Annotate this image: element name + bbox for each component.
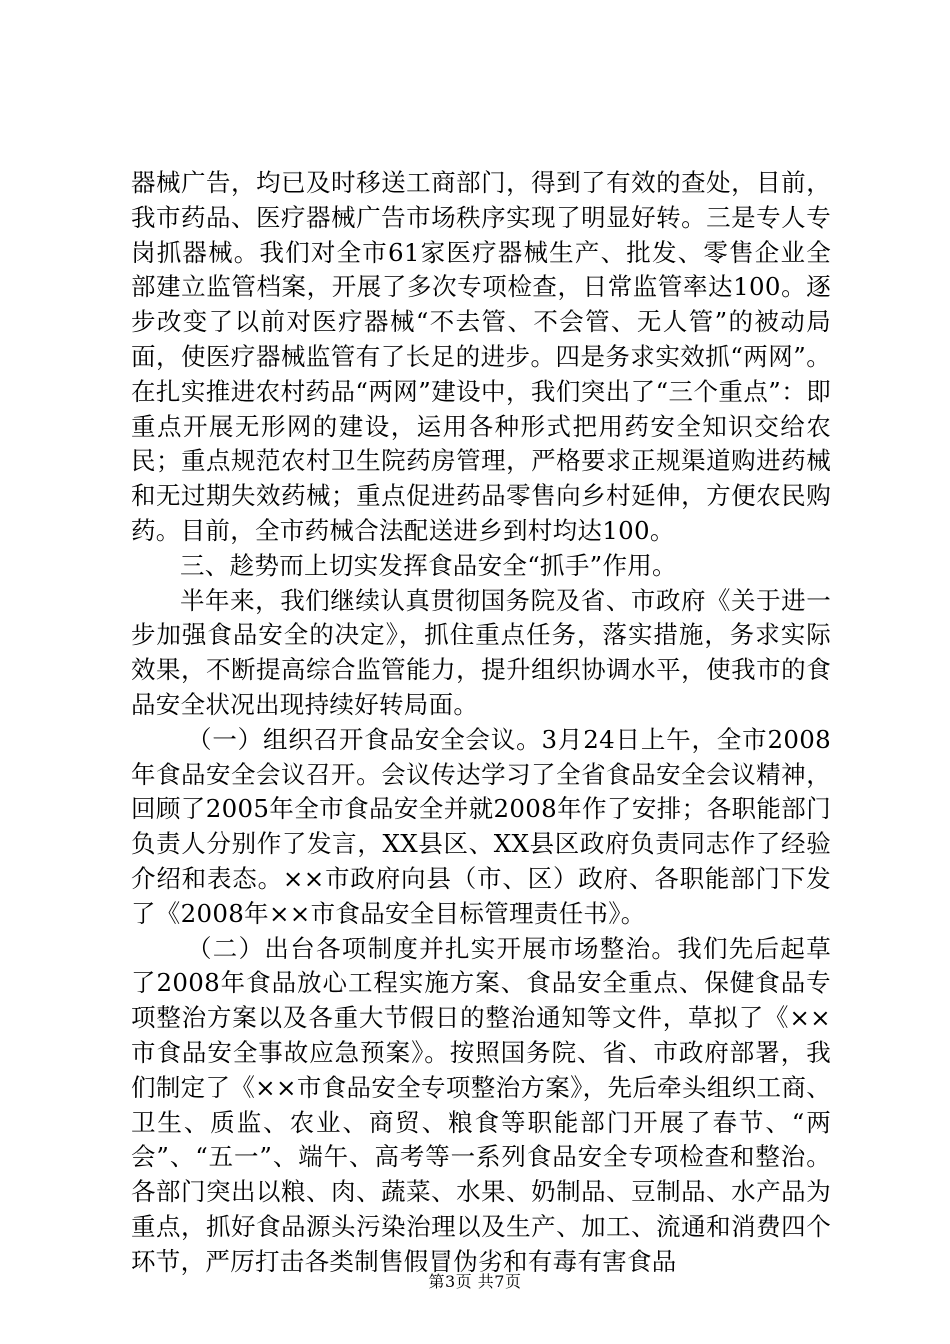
section-heading: 三、趁势而上切实发挥食品安全“抓手”作用。 <box>180 550 677 580</box>
paragraph-item-1: （一）组织召开食品安全会议。3月24日上午，全市2008年食品安全会议召开。会议传达学习了全省食品安全会议精神，回顾了2005年全市食品安全并就2008年作了安排；各职能部门负责人分别作了发言，XX县区、XX县区政府负责同志作了经验介绍和表态。××市政府向县（市、区）政府、各职能部门下发了《2008年××市食品安全目标管理责任书》。 <box>131 724 831 928</box>
paragraph-continuation: 器械广告，均已及时移送工商部门，得到了有效的查处，目前，我市药品、医疗器械广告市场秩序实现了明显好转。三是专人专岗抓器械。我们对全市61家医疗器械生产、批发、零售企业全部建立监管档案，开展了多次专项检查，日常监管率达100。逐步改变了以前对医疗器械“不去管、不会管、无人管”的被动局面，使医疗器械监管有了长足的进步。四是务求实效抓“两网”。在扎实推进农村药品“两网”建设中，我们突出了“三个重点”：即重点开展无形网的建设，运用各种形式把用药安全知识交给农民；重点规范农村卫生院药房管理，严格要求正规渠道购进药械和无过期失效药械；重点促进药品零售向乡村延伸，方便农民购药。目前，全市药械合法配送进乡到村均达100。 <box>131 168 831 545</box>
document-body <box>131 166 831 1280</box>
page-number-footer: 第3页 共7页 <box>428 1272 522 1291</box>
paragraph-intro: 半年来，我们继续认真贯彻国务院及省、市政府《关于进一步加强食品安全的决定》，抓住重点任务，落实措施，务求实际效果，不断提高综合监管能力，提升组织协调水平，使我市的食品安全状况出现持续好转局面。 <box>131 585 831 719</box>
paragraph-item-2: （二）出台各项制度并扎实开展市场整治。我们先后起草了2008年食品放心工程实施方案、食品安全重点、保健食品专项整治方案以及各重大节假日的整治通知等文件，草拟了《××市食品安全事故应急预案》。按照国务院、省、市政府部署，我们制定了《××市食品安全专项整治方案》，先后牵头组织工商、卫生、质监、农业、商贸、粮食等职能部门开展了春节、“两会”、“五一”、端午、高考等一系列食品安全专项检查和整治。各部门突出以粮、肉、蔬菜、水果、奶制品、豆制品、水产品为重点，抓好食品源头污染治理以及生产、加工、流通和消费四个环节，严厉打击各类制售假冒伪劣和有毒有害食品 <box>131 933 831 1276</box>
